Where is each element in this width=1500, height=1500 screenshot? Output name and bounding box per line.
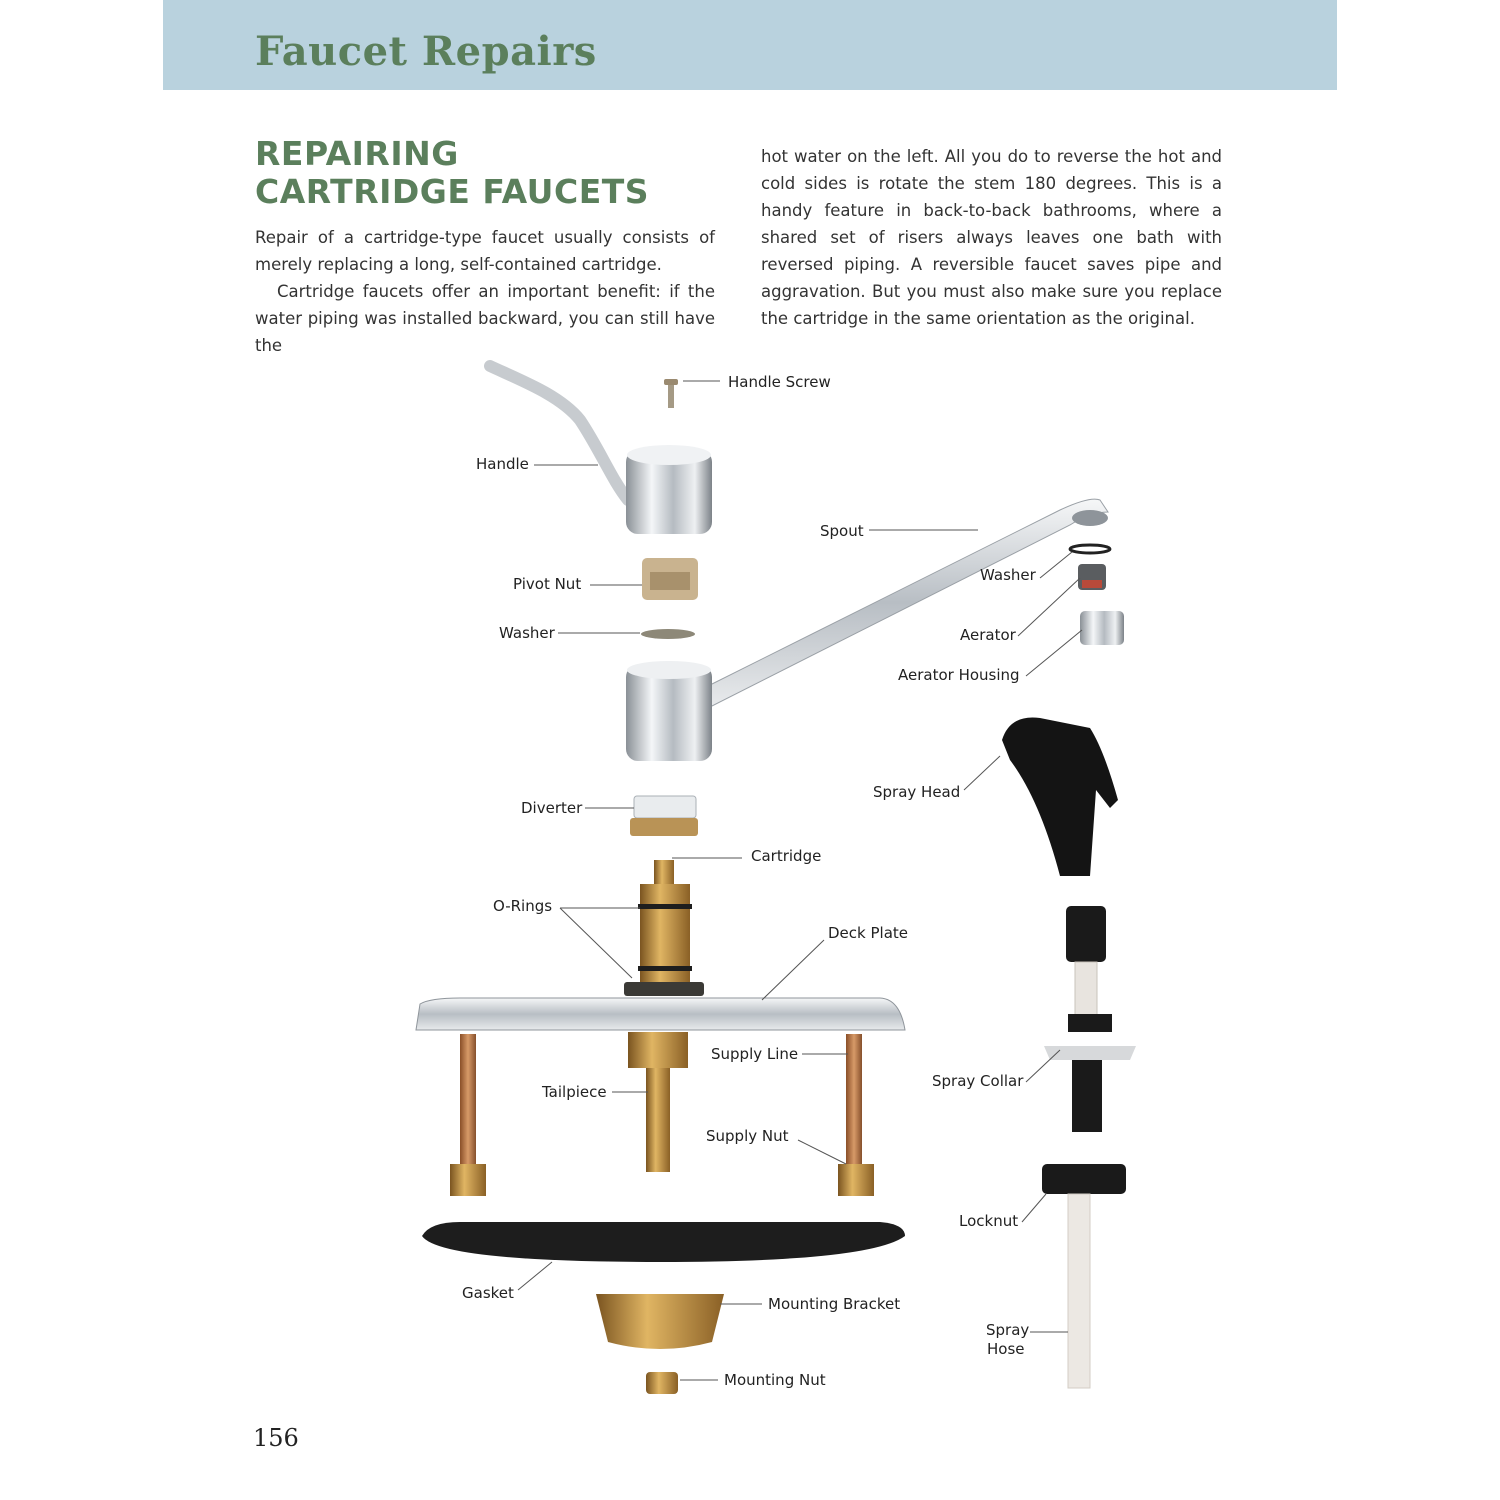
- body-paragraph-2-left: Cartridge faucets offer an important benefit: if the water piping was installed backward, you can still have the: [255, 282, 715, 355]
- body-paragraph-1: Repair of a cartridge-type faucet usually consists of merely replacing a long, self-contained cartridge.: [255, 228, 715, 274]
- page-number: 156: [253, 1424, 299, 1452]
- handle: [490, 366, 712, 534]
- label-spray-hose-line-1: Spray: [986, 1321, 1030, 1339]
- cartridge: [624, 860, 704, 996]
- label-supply-line: Supply Line: [711, 1045, 799, 1063]
- spout-washer: [1070, 545, 1110, 553]
- label-pivot-nut: Pivot Nut: [513, 575, 582, 593]
- label-spout: Spout: [820, 522, 864, 540]
- pivot-nut: [642, 558, 698, 600]
- label-washer: Washer: [499, 624, 555, 642]
- section-title-line-1: REPAIRING: [255, 134, 459, 173]
- label-handle-screw: Handle Screw: [728, 373, 831, 391]
- label-mounting-nut: Mounting Nut: [724, 1371, 826, 1389]
- aerator-housing: [1080, 611, 1124, 645]
- label-o-rings: O-Rings: [493, 897, 553, 915]
- label-cartridge: Cartridge: [751, 847, 822, 865]
- label-washer-spout: Washer: [980, 566, 1036, 584]
- deck-plate: [416, 998, 905, 1030]
- page-header-title: Faucet Repairs: [255, 28, 597, 75]
- section-title-line-2: CARTRIDGE FAUCETS: [255, 172, 650, 211]
- spray-hose-assembly: [1042, 906, 1136, 1388]
- label-handle: Handle: [476, 455, 529, 473]
- handle-screw: [664, 379, 678, 408]
- label-supply-nut: Supply Nut: [706, 1127, 789, 1145]
- mounting-nut: [646, 1372, 678, 1394]
- body-paragraph-2-right: hot water on the left. All you do to reverse the hot and cold sides is rotate the stem 180 degrees. This is a handy feature in back-to-back bathrooms, where a shared set of risers always leaves one bath with reversed piping. A reversible faucet saves pipe and aggravation. But you must also make sure you replace the cartridge in the same orientation as the original.: [761, 147, 1222, 328]
- label-tailpiece: Tailpiece: [542, 1083, 607, 1101]
- tailpiece: [628, 1032, 688, 1172]
- gasket: [422, 1222, 905, 1262]
- supply-line-right: [838, 1034, 874, 1196]
- label-spray-collar: Spray Collar: [932, 1072, 1024, 1090]
- label-gasket: Gasket: [462, 1284, 514, 1302]
- label-aerator-housing: Aerator Housing: [898, 666, 1020, 684]
- supply-line-left: [450, 1034, 486, 1196]
- label-diverter: Diverter: [521, 799, 583, 817]
- label-spray-hose-line-2: Hose: [987, 1340, 1025, 1358]
- label-locknut: Locknut: [959, 1212, 1019, 1230]
- washer-part: [641, 629, 695, 639]
- label-aerator: Aerator: [960, 626, 1016, 644]
- diverter: [630, 796, 698, 836]
- label-spray-head: Spray Head: [873, 783, 961, 801]
- aerator: [1078, 564, 1106, 590]
- spray-head: [1002, 717, 1118, 876]
- mounting-bracket: [596, 1294, 724, 1349]
- label-mounting-bracket: Mounting Bracket: [768, 1295, 901, 1313]
- label-deck-plate: Deck Plate: [828, 924, 908, 942]
